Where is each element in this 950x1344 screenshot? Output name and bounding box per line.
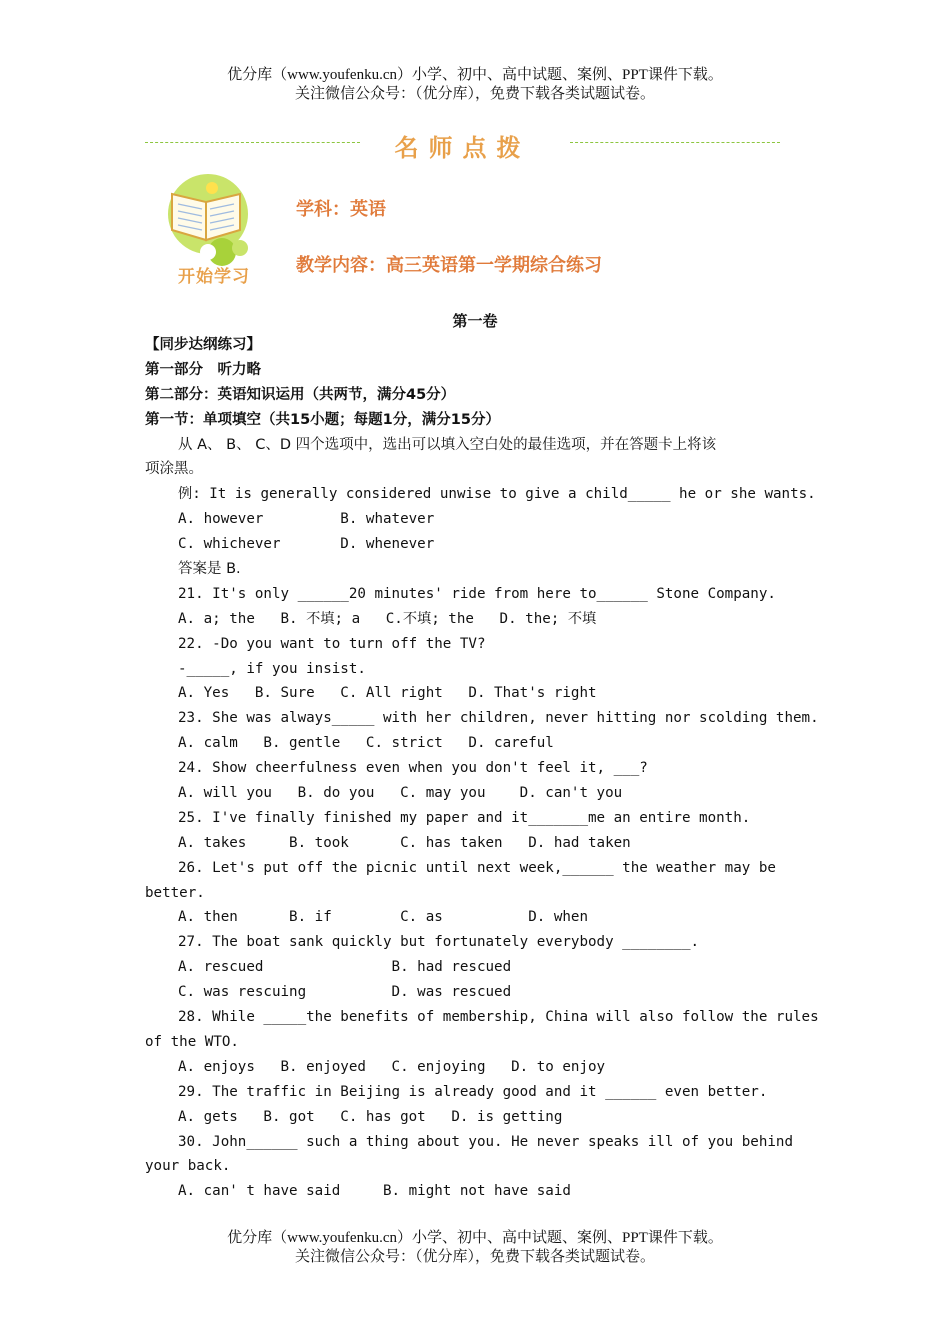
- question-29: 29. The traffic in Beijing is already good and it ______ even better.: [178, 1083, 768, 1100]
- question-26-cont: better.: [145, 884, 205, 901]
- start-learning-logo: [160, 172, 270, 290]
- section-subpart-1: 第一节：单项填空（共15小题；每题1分，满分15分）: [145, 411, 500, 428]
- options-22: A. Yes B. Sure C. All right D. That's right: [178, 685, 597, 702]
- footer-line-2: 关注微信公众号：（优分库），免费下载各类试题试卷。: [294, 1249, 655, 1265]
- options-24: A. will you B. do you C. may you D. can't you: [178, 785, 623, 802]
- example-question: 例: It is generally considered unwise to give a child_____ he or she wants.: [178, 486, 816, 503]
- volume-title: 第一卷: [452, 312, 498, 330]
- logo-caption: 开始学习: [178, 267, 250, 287]
- options-29: A. gets B. got C. has got D. is getting: [178, 1108, 563, 1125]
- example-options-2: C. whichever D. whenever: [178, 536, 435, 553]
- banner-title: 名师点拨: [394, 133, 531, 162]
- question-21: 21. It's only ______20 minutes' ride from here to______ Stone Company.: [178, 585, 776, 602]
- page-footer: [0, 1229, 950, 1267]
- question-23: 23. She was always_____ with her children, never hitting nor scolding them.: [178, 710, 819, 727]
- question-28: 28. While _____the benefits of membership, China will also follow the rules: [178, 1009, 819, 1026]
- header-line-1: 优分库（www.youfenku.cn）小学、初中、高中试题、案例、PPT课件下载。: [227, 67, 723, 83]
- subject-label: 学科：英语: [296, 199, 386, 220]
- content-label: 教学内容：高三英语第一学期综合练习: [296, 255, 602, 276]
- section-part-1: 第一部分 听力略: [145, 361, 261, 378]
- document-body: [145, 333, 819, 1204]
- question-22-reply: -_____, if you insist.: [178, 660, 366, 677]
- section-sync: 【同步达纲练习】: [145, 337, 261, 353]
- example-options-1: A. however B. whatever: [178, 511, 435, 528]
- banner-dash-right: [570, 142, 780, 143]
- banner-dash-left: [145, 142, 360, 143]
- question-26: 26. Let's put off the picnic until next week,______ the weather may be: [178, 859, 776, 876]
- options-26: A. then B. if C. as D. when: [178, 909, 588, 926]
- banner: [145, 128, 780, 162]
- options-27-a: A. rescued B. had rescued: [178, 959, 512, 976]
- question-22: 22. -Do you want to turn off the TV?: [178, 635, 486, 652]
- question-27: 27. The boat sank quickly but fortunately everybody ________.: [178, 934, 700, 951]
- question-30: 30. John______ such a thing about you. He never speaks ill of you behind: [178, 1133, 793, 1150]
- options-28: A. enjoys B. enjoyed C. enjoying D. to enjoy: [178, 1058, 606, 1075]
- header-line-2: 关注微信公众号：（优分库），免费下载各类试题试卷。: [294, 86, 655, 102]
- section-part-2: 第二部分：英语知识运用（共两节，满分45分）: [145, 386, 456, 403]
- options-25: A. takes B. took C. has taken D. had taken: [178, 834, 631, 851]
- question-25: 25. I've finally finished my paper and it_______me an entire month.: [178, 809, 751, 826]
- question-24: 24. Show cheerfulness even when you don't feel it, ___?: [178, 760, 648, 777]
- options-30: A. can' t have said B. might not have said: [178, 1183, 571, 1200]
- example-answer: 答案是 B.: [178, 561, 241, 578]
- instruction-line-2: 项涂黑。: [145, 461, 203, 478]
- footer-line-1: 优分库（www.youfenku.cn）小学、初中、高中试题、案例、PPT课件下载。: [227, 1230, 723, 1246]
- page-header: [0, 66, 950, 104]
- options-23: A. calm B. gentle C. strict D. careful: [178, 735, 554, 752]
- question-28-cont: of the WTO.: [145, 1033, 239, 1050]
- instruction-line-1: 从 A、 B、 C、D 四个选项中，选出可以填入空白处的最佳选项，并在答题卡上将该: [178, 436, 717, 453]
- question-30-cont: your back.: [145, 1158, 231, 1175]
- options-27-b: C. was rescuing D. was rescued: [178, 984, 512, 1001]
- options-21: A. a; the B. 不填; a C.不填; the D. the; 不填: [178, 610, 597, 627]
